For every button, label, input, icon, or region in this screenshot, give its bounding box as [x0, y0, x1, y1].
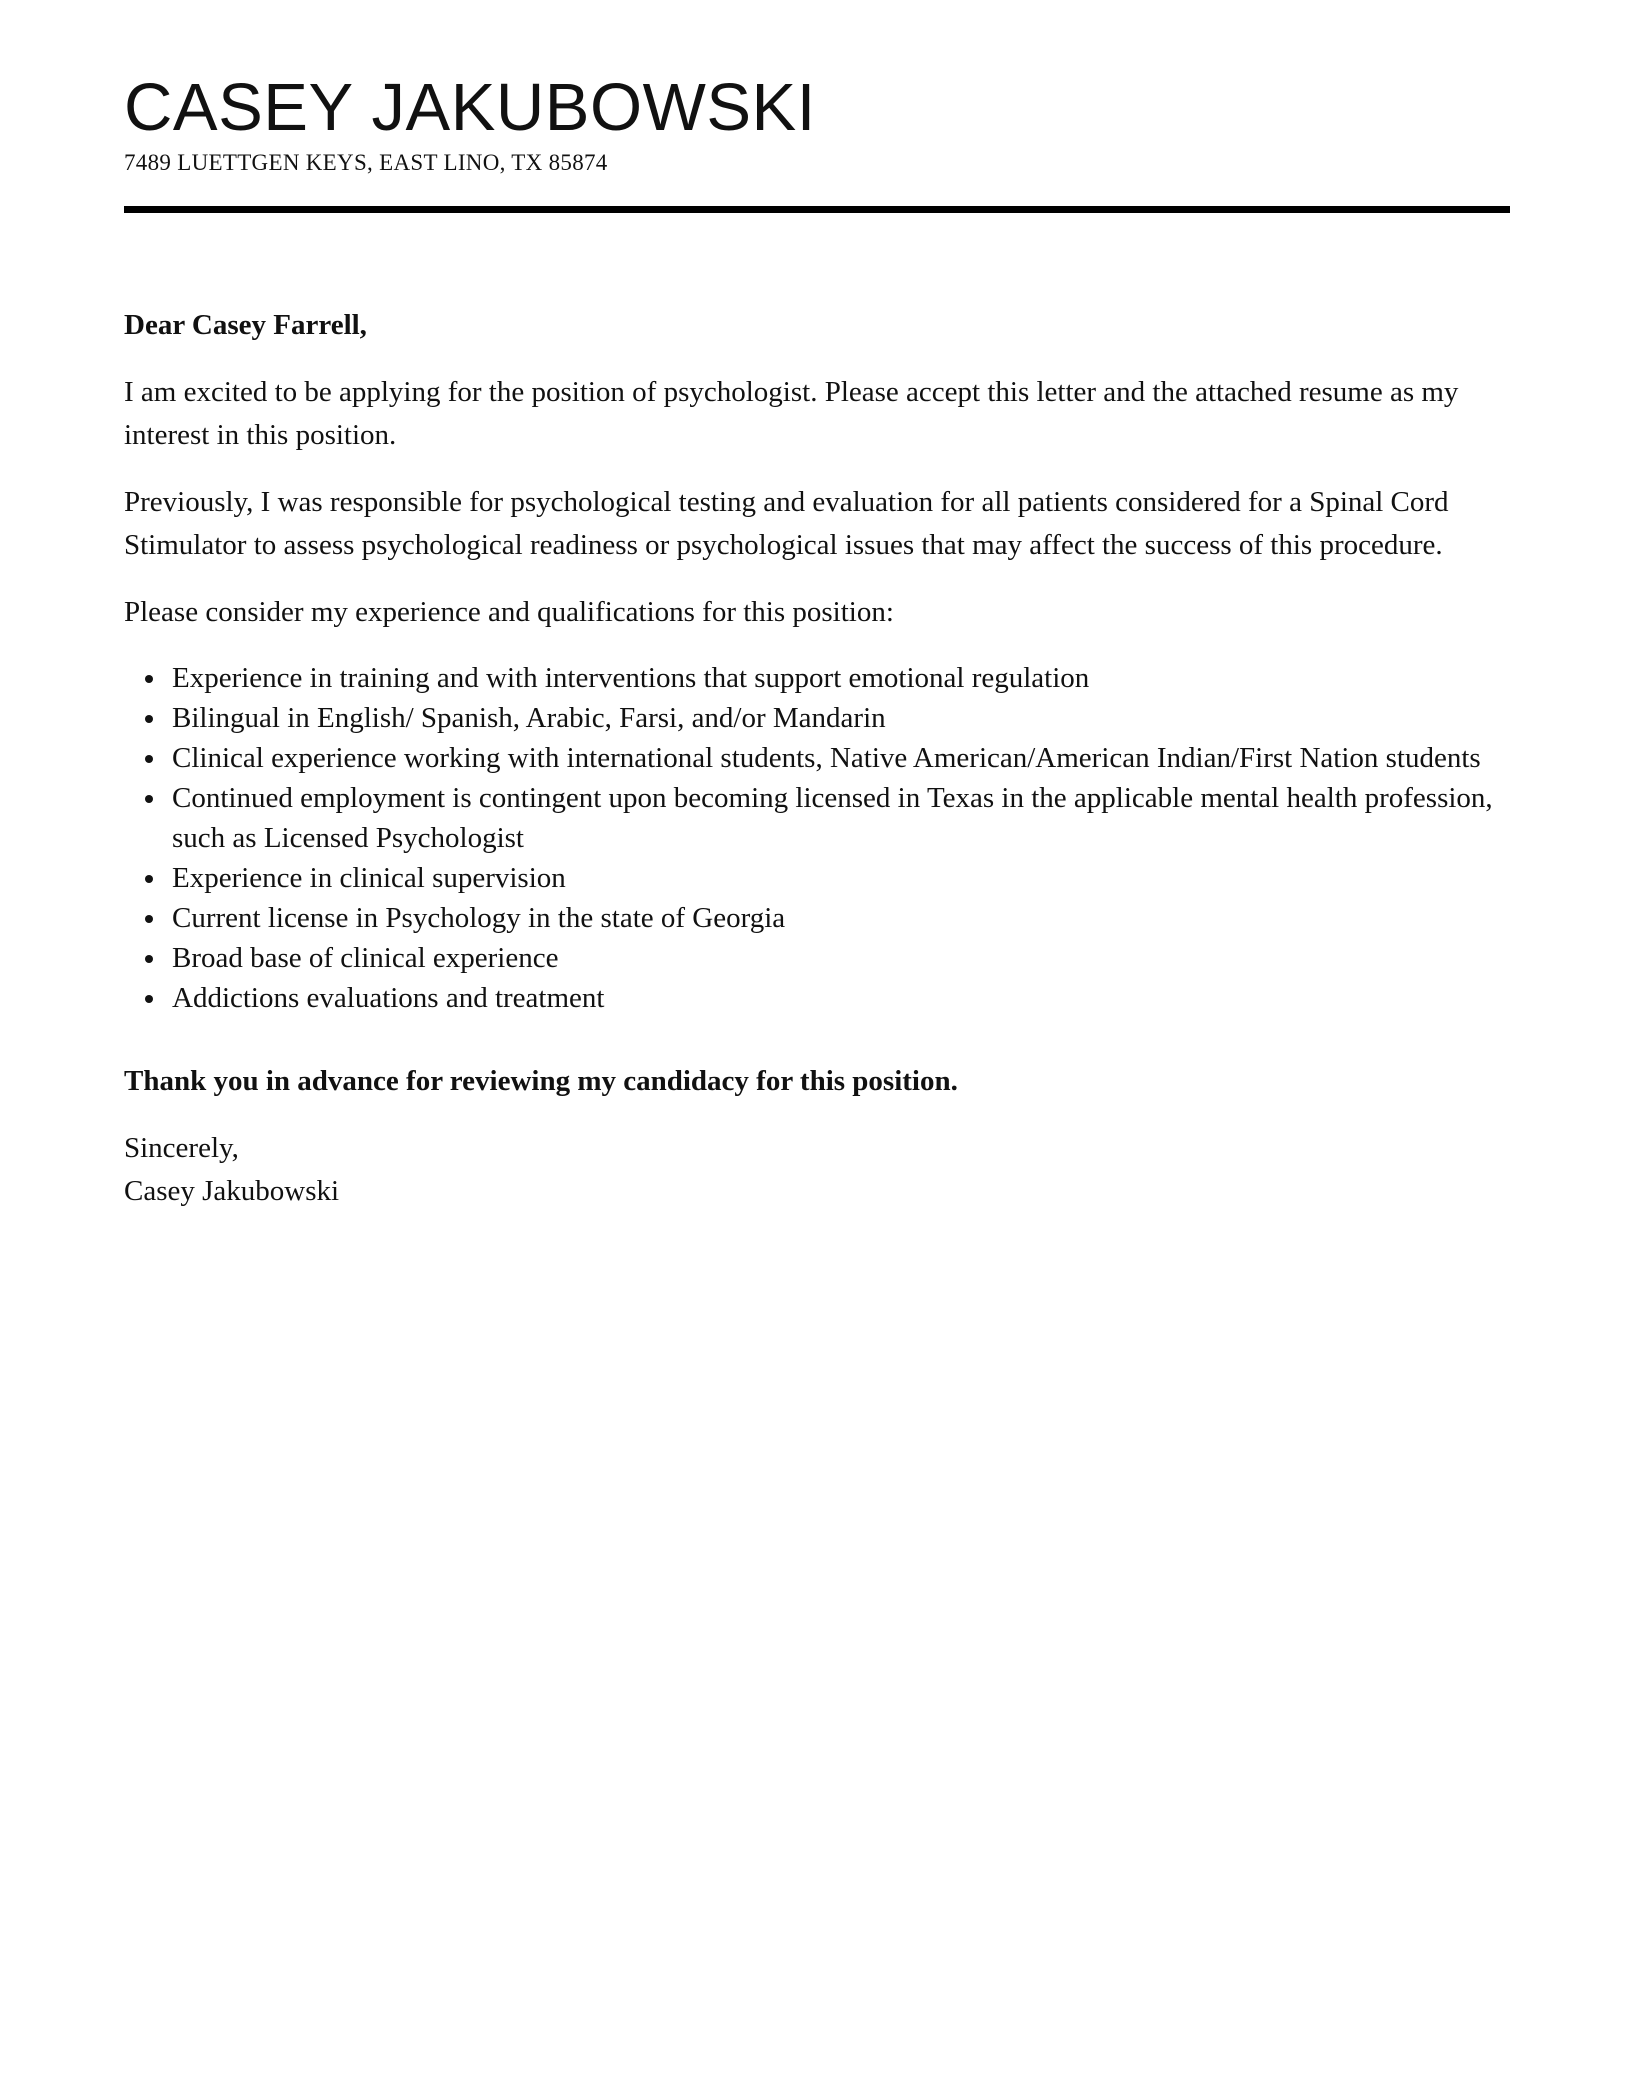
applicant-name: CASEY JAKUBOWSKI	[124, 70, 816, 145]
list-item: Clinical experience working with international students, Native American/American Indian/First Nation students	[172, 738, 1510, 778]
list-item: Broad base of clinical experience	[172, 938, 1510, 978]
list-item: Addictions evaluations and treatment	[172, 978, 1510, 1018]
paragraph-qualifications-intro: Please consider my experience and qualifications for this position:	[124, 596, 894, 628]
closing-phrase: Sincerely,	[124, 1132, 239, 1164]
closing-block	[124, 1127, 1510, 1213]
list-item: Continued employment is contingent upon becoming licensed in Texas in the applicable mental health profession, such as Licensed Psychologist	[172, 778, 1510, 858]
thank-you-line: Thank you in advance for reviewing my candidacy for this position.	[124, 1065, 958, 1097]
paragraph-intro: I am excited to be applying for the position of psychologist. Please accept this letter and the attached resume as my interest in this position.	[124, 376, 1459, 451]
list-item: Experience in training and with interventions that support emotional regulation	[172, 658, 1510, 698]
list-item: Experience in clinical supervision	[172, 858, 1510, 898]
applicant-address: 7489 LUETTGEN KEYS, EAST LINO, TX 85874	[124, 150, 608, 175]
letter-body	[124, 304, 1510, 1213]
list-item: Bilingual in English/ Spanish, Arabic, Farsi, and/or Mandarin	[172, 698, 1510, 738]
qualifications-list	[124, 658, 1510, 1018]
signature-name: Casey Jakubowski	[124, 1175, 340, 1207]
paragraph-experience: Previously, I was responsible for psychological testing and evaluation for all patients considered for a Spinal Cord Stimulator to assess psychological readiness or psychological issues that may affect the success of this procedure.	[124, 486, 1449, 561]
header-divider	[124, 206, 1510, 213]
list-item: Current license in Psychology in the state of Georgia	[172, 898, 1510, 938]
salutation: Dear Casey Farrell,	[124, 309, 367, 341]
